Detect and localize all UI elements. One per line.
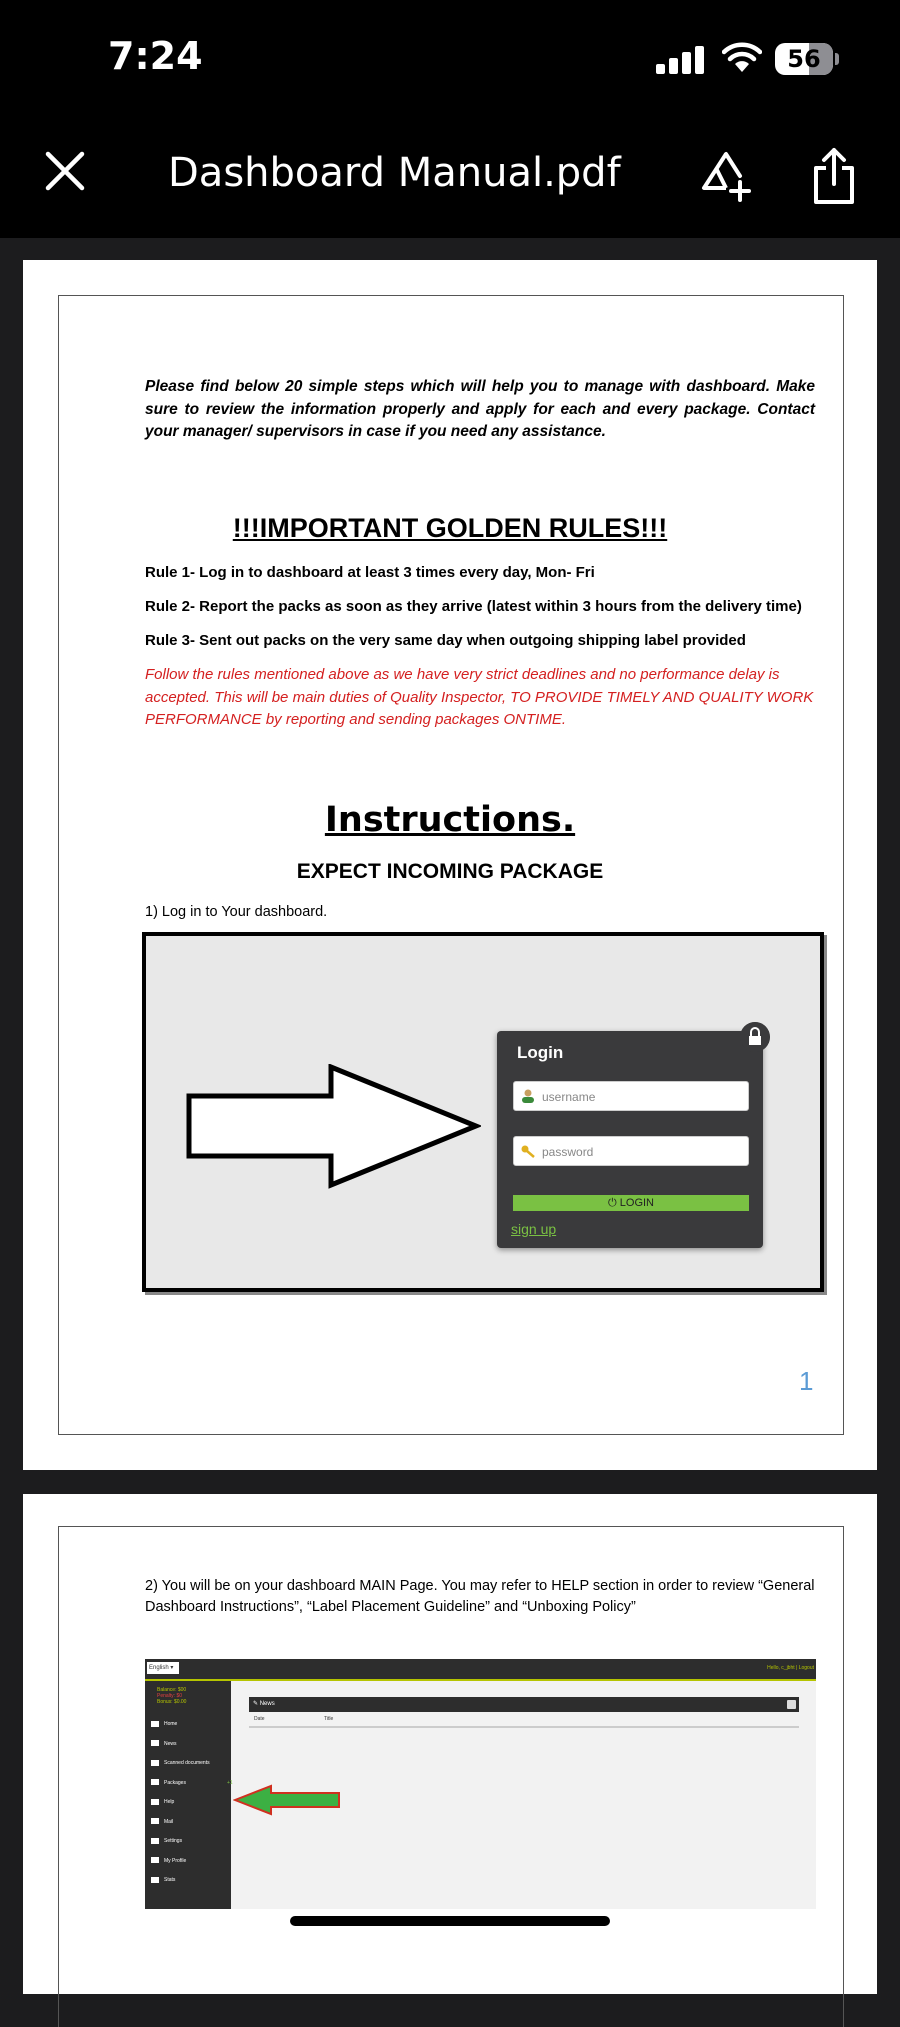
gear-icon xyxy=(151,1838,159,1844)
pdf-page-1 xyxy=(23,260,877,1470)
username-placeholder: username xyxy=(542,1090,596,1104)
mail-icon xyxy=(151,1818,159,1824)
document-title: Dashboard Manual.pdf xyxy=(168,150,621,196)
sidebar-item-settings: Settings xyxy=(151,1836,210,1856)
chart-icon xyxy=(151,1877,159,1883)
rule-3: Rule 3- Sent out packs on the very same day when outgoing shipping label provided xyxy=(145,632,746,649)
language-select: English ▾ xyxy=(147,1662,179,1674)
sidebar-item-news: News xyxy=(151,1739,210,1759)
dashboard-sidebar xyxy=(145,1681,231,1909)
sidebar-item-home: Home xyxy=(151,1719,210,1739)
page-number: 1 xyxy=(799,1366,814,1396)
lock-icon xyxy=(740,1022,770,1052)
rule-1: Rule 1- Log in to dashboard at least 3 times every day, Mon- Fri xyxy=(145,564,595,581)
warning-paragraph: Follow the rules mentioned above as we have very strict deadlines and no performance delay is accepted. This will be main duties of Quality Inspector, TO PROVIDE TIMELY AND QUALITY WORK PERFORMANCE by reporting and sending packages ONTIME. xyxy=(145,666,814,728)
battery-icon xyxy=(775,43,833,75)
pointer-arrow-icon xyxy=(186,1064,481,1189)
battery-level: 56 xyxy=(787,45,821,73)
intro-paragraph: Please find below 20 simple steps which will help you to manage with dashboard. Make sure to review the information properly and apply for each and every package. Contact your manager/ supervisors in case if you need any assistance. xyxy=(145,378,815,440)
sidebar-menu xyxy=(151,1719,233,1895)
section-heading: EXPECT INCOMING PACKAGE xyxy=(296,860,604,883)
balance-block: Balance: $00 Penalty: $0 Bonus: $0.00 xyxy=(157,1687,187,1705)
step-2-text: 2) You will be on your dashboard MAIN Page. You may refer to HELP section in order to review “General Dashboard Instructions”, “Label Placement Guideline” and “Unboxing Policy” xyxy=(145,1578,815,1615)
status-time: 7:24 xyxy=(108,34,203,78)
sidebar-item-scanned-documents: Scanned documents xyxy=(151,1758,210,1778)
sidebar-item-help: Help xyxy=(151,1797,210,1817)
cellular-signal-icon xyxy=(656,46,706,74)
viewer-toolbar xyxy=(0,110,900,238)
step-1-text: 1) Log in to Your dashboard. xyxy=(145,904,328,920)
sidebar-item-stats: Stats xyxy=(151,1875,210,1895)
home-icon xyxy=(151,1721,159,1727)
password-placeholder: password xyxy=(542,1145,594,1159)
packages-badge: +1 xyxy=(227,1779,233,1786)
markup-icon[interactable] xyxy=(696,148,752,204)
hello-text: Hello, c_jbht | Logout xyxy=(767,1665,814,1671)
news-panel xyxy=(249,1697,799,1737)
username-field xyxy=(513,1081,749,1111)
sidebar-item-mail: Mail xyxy=(151,1817,210,1837)
status-bar xyxy=(0,0,900,110)
instructions-heading: Instructions. xyxy=(324,800,576,840)
package-icon xyxy=(151,1779,159,1785)
dashboard-screenshot xyxy=(145,1659,816,1909)
dashboard-topbar xyxy=(145,1659,816,1681)
rule-2: Rule 2- Report the packs as soon as they arrive (latest within 3 hours from the delivery time) xyxy=(145,598,802,615)
login-title: Login xyxy=(517,1043,564,1062)
login-button: ⏻ LOGIN xyxy=(513,1195,749,1211)
share-icon[interactable] xyxy=(808,146,860,206)
news-table-header: Date Title xyxy=(249,1712,799,1728)
golden-rules-heading: !!!IMPORTANT GOLDEN RULES!!! xyxy=(232,513,668,543)
login-box xyxy=(497,1031,763,1248)
news-icon xyxy=(151,1740,159,1746)
login-screenshot xyxy=(142,932,824,1292)
close-icon[interactable] xyxy=(42,148,88,194)
help-icon xyxy=(151,1799,159,1805)
password-field xyxy=(513,1136,749,1166)
green-arrow-icon xyxy=(233,1784,343,1816)
collapse-icon xyxy=(787,1700,796,1709)
home-indicator[interactable] xyxy=(290,1916,610,1926)
key-icon xyxy=(521,1144,535,1158)
sidebar-item-packages: Packages +1 xyxy=(151,1778,210,1798)
sidebar-item-my-profile: My Profile xyxy=(151,1856,210,1876)
profile-icon xyxy=(151,1857,159,1863)
news-panel-header: ✎ News xyxy=(249,1697,799,1712)
user-icon xyxy=(521,1089,535,1103)
wifi-icon xyxy=(722,42,762,74)
signup-link: sign up xyxy=(511,1221,557,1237)
document-icon xyxy=(151,1760,159,1766)
